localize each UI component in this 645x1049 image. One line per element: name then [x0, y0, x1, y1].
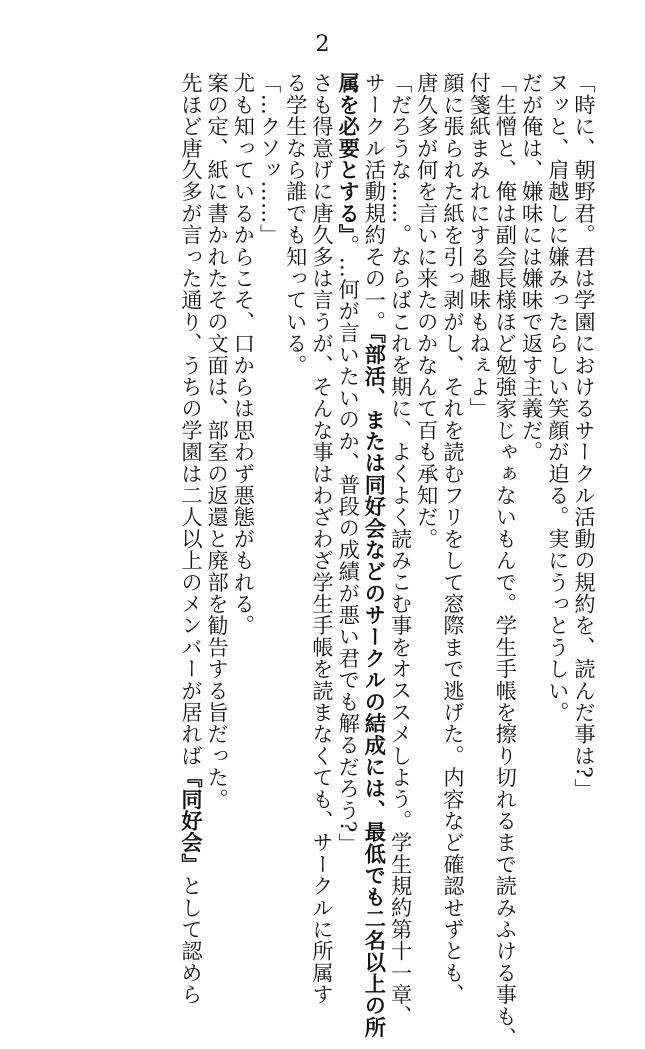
text-segment: 「時に、朝野君。君は学園におけるサークル活動の規約を、読んだ事は?」	[572, 72, 597, 800]
page-number: 2	[315, 32, 330, 57]
text-line	[256, 72, 282, 862]
text-segment: 尤も知っているからこそ、口からは思わず悪態がもれる。	[231, 72, 257, 637]
text-line	[545, 72, 571, 862]
text-segment: 案の定、紙に書かれたその文面は、部室の返還と廃部を勧告する旨だった。	[205, 72, 231, 810]
text-segment: 顔に張られた紙を引っ剥がし、それを読むフリをして窓際まで逃げた。内容など確認せずとも、	[440, 72, 466, 1006]
text-segment: る学生なら誰でも知っている。	[283, 72, 309, 376]
text-line	[414, 72, 440, 862]
text-segment: 「だろうな……。ならばこれを期に、よくよく読みこむ事をオススメしよう。学生規約第十一章、	[388, 72, 414, 1027]
text-line	[466, 72, 492, 862]
text-line	[309, 72, 335, 1006]
text-segment: 。…何が言いたいのか、普段の成績が悪い君でも解るだろう?」	[336, 235, 362, 855]
bold-text-segment: 『部活、または同好会などのサークルの結成には、最低でも二名以上の所	[362, 332, 388, 1038]
text-segment: 「生憎と、俺は副会長様ほど勉強家じゃぁないもんで。学生手帳を擦り切れるまで読みふける事も、	[493, 72, 519, 1049]
text-segment: サークル活動規約その一。	[362, 72, 388, 333]
text-line	[178, 72, 204, 1006]
text-line	[230, 72, 256, 862]
text-line	[440, 72, 466, 1006]
text-line	[283, 72, 309, 862]
bold-text-segment: 『同好会』	[178, 766, 204, 875]
text-line	[204, 72, 230, 862]
text-line	[492, 72, 519, 1049]
text-segment: 付箋紙まみれにする趣味もねぇよ」	[467, 72, 493, 420]
bold-text-segment: 属を必要とする』	[336, 72, 362, 235]
text-segment: 先ほど唐久多が言った通り、うちの学園は二人以上のメンバーが居れば	[178, 72, 204, 767]
text-segment: 唐久多が何を言いに来たのかなんて百も承知だ。	[414, 72, 440, 550]
text-segment: だが俺は、嫌味には嫌味で返す主義だ。	[519, 72, 545, 463]
text-segment: さも得意げに唐久多は言うが、そんな事はわざわざ学生手帳を読まなくても、サークルに所属す	[309, 72, 335, 1006]
text-line	[387, 72, 414, 1027]
text-segment: として認めら	[178, 874, 204, 1006]
text-line	[361, 72, 388, 1038]
text-segment: ヌッと、肩越しに嫌みったらしい笑顔が迫る。実にうっとうしい。	[545, 72, 571, 723]
text-line	[518, 72, 544, 862]
text-line	[571, 72, 597, 862]
novel-text-block	[42, 72, 597, 1049]
text-segment: 「…クソッ……」	[257, 72, 283, 246]
text-line	[335, 72, 361, 862]
